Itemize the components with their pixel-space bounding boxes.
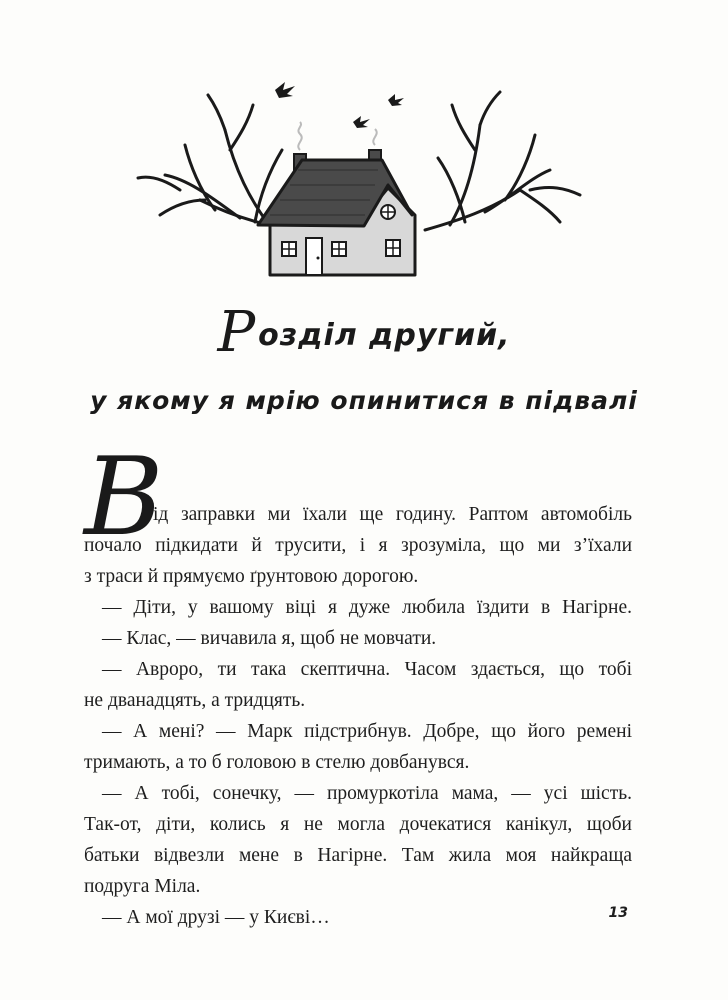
text-line: батьки відвезли мене в Нагірне. Там жила моя найкраща	[84, 845, 632, 866]
text-line: Так-от, діти, колись я не могла дочекатися канікул, щоби	[84, 814, 632, 835]
text-line: — Авроро, ти така скептична. Часом здається, що тобі	[102, 659, 632, 680]
house-with-trees-and-birds-icon	[120, 50, 600, 300]
chapter-title	[0, 300, 728, 365]
drop-cap: В	[84, 435, 164, 560]
text-line: — А мені? — Марк підстрибнув. Добре, що його ремені	[102, 721, 632, 742]
text-line: тримають, а то б головою в стелю довбанувся.	[84, 752, 470, 773]
page-number: 13	[608, 905, 628, 921]
text-line: ід заправки ми їхали ще годину. Раптом автомобіль	[153, 504, 632, 525]
chapter-subtitle: у якому я мрію опинитися в підвалі	[90, 386, 638, 415]
text-line: з траси й прямуємо ґрунтовою дорогою.	[84, 566, 419, 587]
text-line: — А мої друзі — у Києві…	[102, 907, 330, 928]
text-line: почало підкидати й трусити, і я зрозуміла, що ми з’їхали	[84, 535, 632, 556]
text-line: — Клас, — вичавила я, щоб не мовчати.	[102, 628, 437, 649]
text-line: подруга Міла.	[84, 876, 201, 897]
text-line: — А тобі, сонечку, — промуркотіла мама, — усі шість.	[102, 783, 632, 804]
text-line: не дванадцять, а тридцять.	[84, 690, 306, 711]
body-text	[84, 499, 632, 933]
chapter-title-rest: озділ другий,	[258, 318, 511, 353]
text-line: — Діти, у вашому віці я дуже любила їздити в Нагірне.	[102, 597, 632, 618]
chapter-title-cap: Р	[217, 300, 257, 365]
